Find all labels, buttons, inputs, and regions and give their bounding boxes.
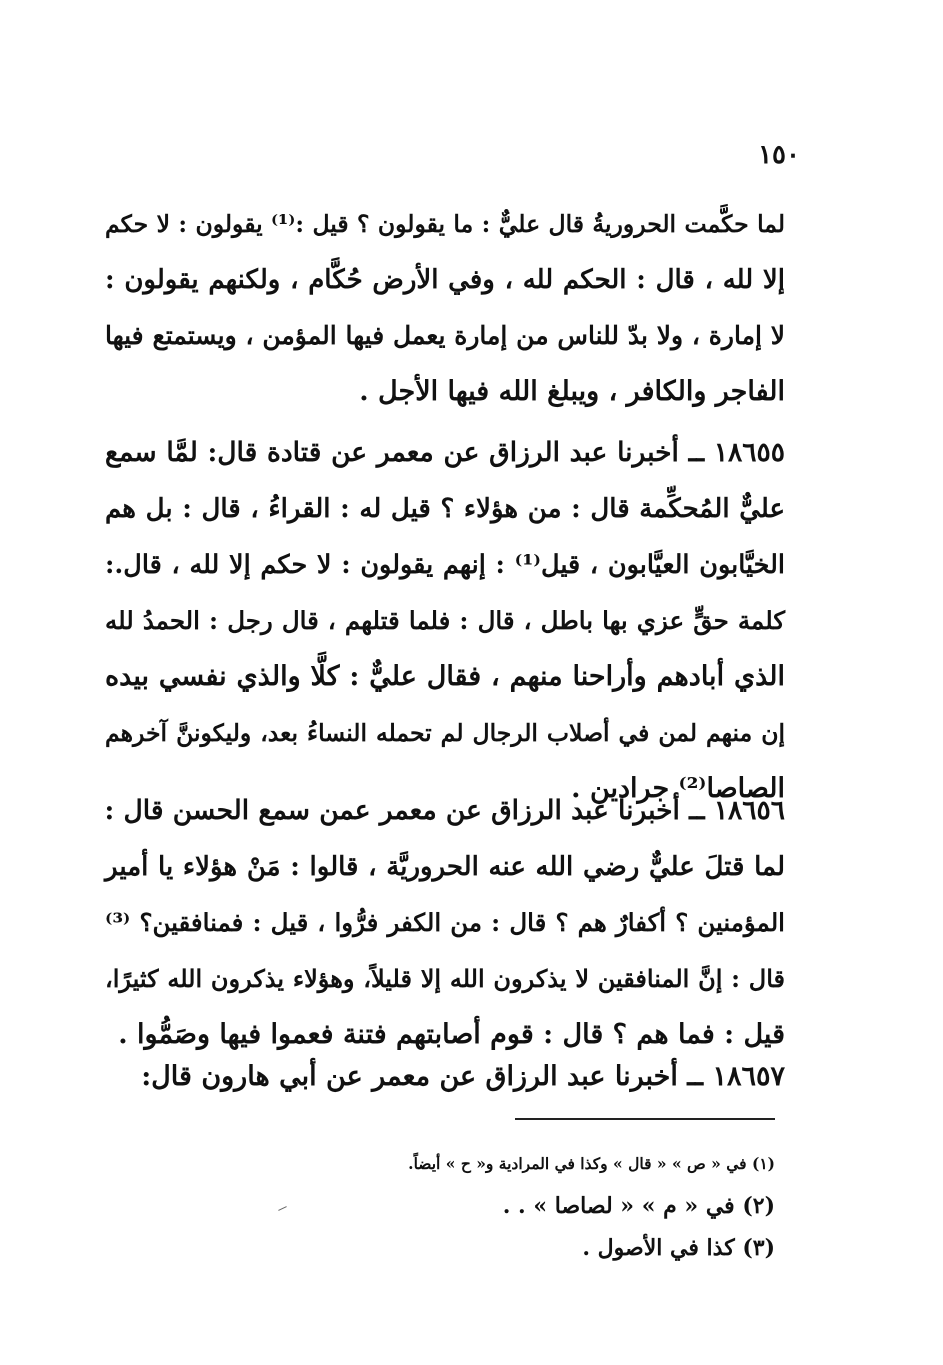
footnotes — [400, 1143, 775, 1269]
text-line: عليٌّ المُحكِّمة قال : من هؤلاء ؟ قيل له : القراءُ ، قال : بل هم — [105, 494, 785, 524]
paragraph-hadith-18657 — [105, 1049, 785, 1105]
text-line: إلا لله ، قال : الحكم لله ، وفي الأرض حُكَّام ، ولكنهم يقولون : — [105, 265, 785, 295]
text-line: ١٨٦٥٧ ــ أخبرنا عبد الرزاق عن معمر عن أبي هارون قال: — [141, 1061, 785, 1092]
footnote-2: (٢) في « م » « لصاصا » . . — [502, 1193, 775, 1219]
footnote-1: (١) في « ص » « قال » وكذا في المرادية و« ح » أيضاً. — [408, 1154, 775, 1173]
scan-speck — [278, 1206, 287, 1211]
paragraph-intro — [105, 196, 785, 420]
text-line: الصاصا⁽²⁾ جرادين . — [571, 773, 785, 804]
text-line: الخيَّابون العيَّابون ، قيل⁽¹⁾ : إنهم يقولون : لا حكم إلا لله ، قال.: — [105, 550, 785, 580]
text-line: لما قتلَ عليٌّ رضي الله عنه الحروريَّة ، قالوا : مَنْ هؤلاء يا أمير — [105, 852, 785, 882]
paragraph-hadith-18656 — [105, 783, 785, 1063]
text-line: ١٨٦٥٦ ــ أخبرنا عبد الرزاق عن معمر عمن سمع الحسن قال : — [104, 795, 785, 826]
footnote-3: (٣) كذا في الأصول . — [582, 1235, 775, 1261]
page-number: ١٥٠ — [758, 140, 800, 170]
text-line: لا إمارة ، ولا بدّ للناس من إمارة يعمل فيها المؤمن ، ويستمتع فيها — [105, 321, 785, 350]
text-line: كلمة حقٍّ عزي بها باطل ، قال : فلما قتلهم ، قال رجل : الحمدُ لله — [105, 606, 785, 635]
text-line: ١٨٦٥٥ ــ أخبرنا عبد الرزاق عن معمر عن قتادة قال: لمَّا سمع — [105, 437, 785, 468]
text-line: الذي أبادهم وأراحنا منهم ، فقال عليٌّ : كلَّا والذي نفسي بيده — [105, 661, 785, 692]
text-line: قال : إنَّ المنافقين لا يذكرون الله إلا قليلاً، وهؤلاء يذكرون الله كثيرًا، — [105, 964, 785, 993]
text-line: قيل : فما هم ؟ قال : قوم أصابتهم فتنة فعموا فيها وصَمُّوا . — [118, 1019, 785, 1050]
paragraph-hadith-18655 — [105, 425, 785, 817]
text-line: الفاجر والكافر ، ويبلغ الله فيها الأجل . — [359, 376, 785, 407]
text-line: إن منهم لمن في أصلاب الرجال لم تحمله النساءُ بعد، وليكوننَّ آخرهم — [105, 719, 785, 747]
footnote-divider — [515, 1118, 775, 1120]
text-line: المؤمنين ؟ أكفارٌ هم ؟ قال : من الكفر فرُّوا ، قيل : فمنافقين؟ ⁽³⁾ — [105, 908, 785, 937]
text-line: لما حكَّمت الحروريةُ قال عليٌّ : ما يقولون ؟ قيل :⁽¹⁾ يقولون : لا حكم — [105, 210, 785, 238]
